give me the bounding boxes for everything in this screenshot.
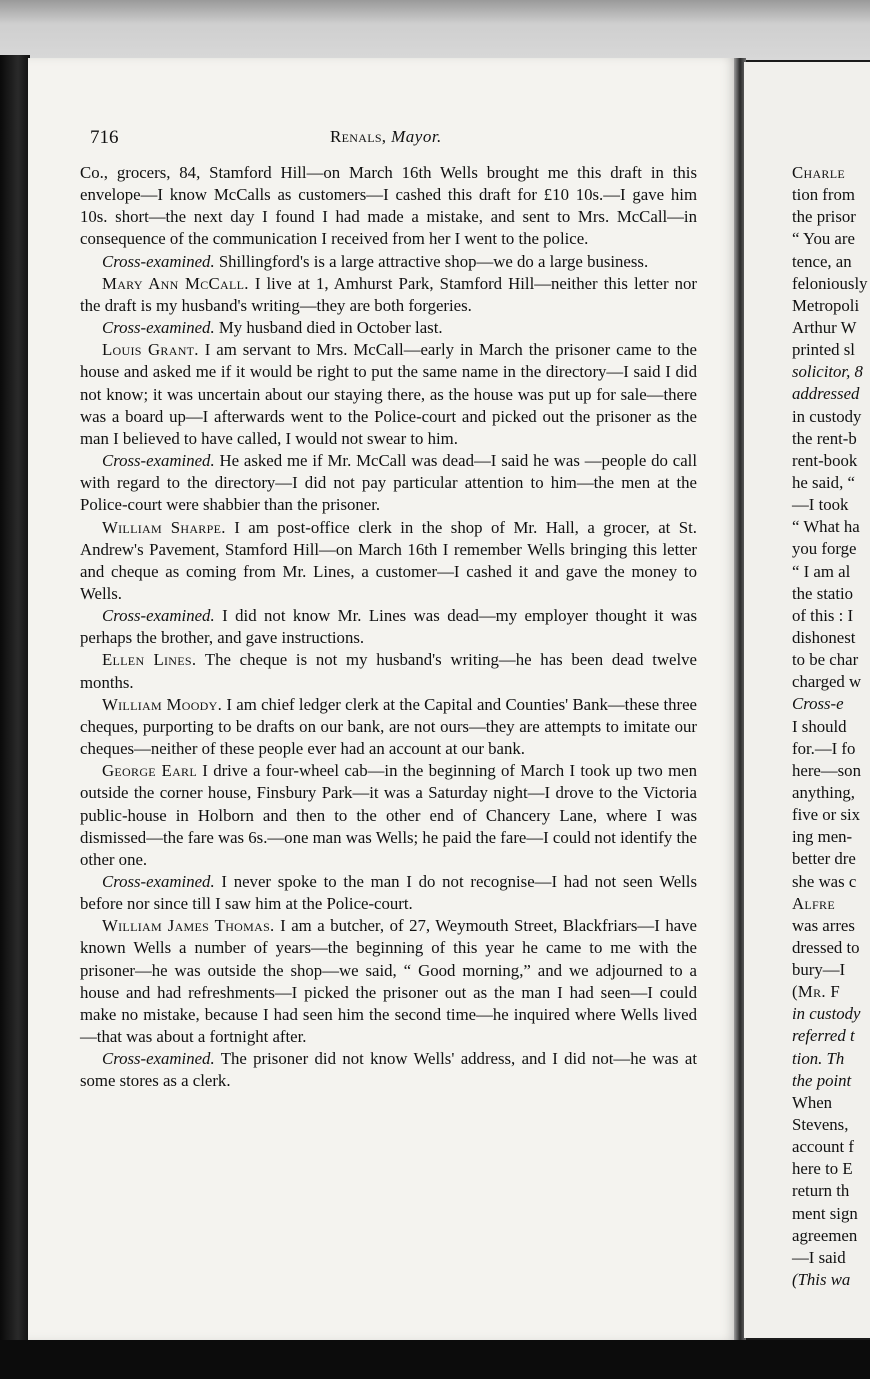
cross-examined-label: Cross-examined.	[102, 1049, 215, 1069]
witness-name: William Moody.	[102, 694, 223, 714]
testimony-paragraph	[80, 694, 697, 760]
right-page-line: “ What ha	[792, 517, 860, 537]
witness-name: Louis Grant.	[102, 340, 199, 360]
paragraph-text: I never spoke to the man I do not recognise—I had not seen Wells before nor since till I saw him at the Police-court.	[80, 872, 697, 914]
witness-name: Ellen Lines.	[102, 650, 197, 670]
right-page-fragments	[792, 162, 870, 1291]
paragraph-text: I live at 1, Amhurst Park, Stamford Hill—neither this letter nor the draft is my husband's writing—they are both forgeries.	[80, 273, 697, 315]
right-page-line: in custody	[792, 1004, 861, 1024]
paragraph-text: I am servant to Mrs. McCall—early in March the prisoner came to the house and asked me if it would be right to put the same name in the directory—I said I did not know; it was uncertain about our staying there, as the house was put up for sale—there was a board up—I afterwards went to the Police-court and picked out the prisoner as the man I believed to have called, I would not swear to him.	[80, 340, 698, 448]
right-page-line: (This wa	[792, 1270, 851, 1290]
right-page-line: the prisor	[792, 207, 856, 227]
right-page-line: agreemen	[792, 1225, 858, 1245]
paragraph-text: I am post-office clerk in the shop of Mr. Hall, a grocer, at St. Andrew's Pavement, Stamford Hill—on March 16th I remember Wells bringing this letter and cheque as coming from Mr. Lines, a customer—I cashed it and gave the money to Wells.	[80, 517, 697, 603]
testimony-paragraph	[80, 273, 697, 317]
testimony-paragraph	[80, 317, 697, 339]
right-page-line: charged w	[792, 672, 862, 692]
paragraph-text: My husband died in October last.	[214, 318, 443, 338]
cross-examined-label: Cross-examined.	[102, 451, 215, 471]
running-head	[90, 127, 710, 155]
right-page-line: five or six	[792, 805, 861, 825]
right-page-line: ing men-	[792, 827, 853, 847]
right-page-line: “ You are	[792, 229, 855, 249]
testimony-text	[80, 162, 697, 1093]
right-page-line: dishonest	[792, 627, 856, 647]
right-page-line: better dre	[792, 849, 856, 869]
right-page-line: “ I am al	[792, 561, 851, 581]
right-page-line: referred t	[792, 1026, 855, 1046]
paragraph-text: The prisoner did not know Wells' address, and I did not—he was at some stores as a clerk.	[80, 1049, 697, 1091]
scan-bottom-edge	[0, 1340, 870, 1379]
right-page-line: in custody	[792, 406, 862, 426]
right-page-line: the point	[792, 1070, 852, 1090]
right-page-line: Alfre	[792, 893, 835, 913]
cross-examined-label: Cross-examined.	[102, 318, 215, 338]
right-page-line: Metropoli	[792, 295, 860, 315]
right-page-line: ment sign	[792, 1203, 858, 1223]
paragraph-text: I drive a four-wheel cab—in the beginning of March I took up two men outside the corner house, Finsbury Park—it was a Saturday night—I drove to the Victoria public-house in Holborn and then to the other end of Chancery Lane, where I was dismissed—the fare was 6s.—one man was Wells; he paid the fare—I could not identify the other one.	[80, 761, 697, 869]
right-page-line: solicitor, 8	[792, 362, 863, 382]
right-page-line: tion. Th	[792, 1048, 845, 1068]
right-page-line: return th	[792, 1181, 850, 1201]
paragraph-text: Shillingford's is a large attractive shop—we do a large business.	[214, 251, 649, 271]
cross-examined-label: Cross-examined.	[102, 251, 215, 271]
witness-name: George Earl	[102, 761, 197, 781]
witness-name: William James Thomas.	[102, 916, 275, 936]
testimony-paragraph	[80, 915, 697, 1048]
cross-examined-label: Cross-examined.	[102, 606, 215, 626]
right-page-line: printed sl	[792, 340, 855, 360]
right-page-line: feloniously	[792, 273, 868, 293]
book-cover-edge	[0, 55, 30, 1345]
right-page-line: for.—I fo	[792, 738, 856, 758]
testimony-paragraph	[80, 251, 697, 273]
right-page-line: she was c	[792, 871, 857, 891]
right-page-line: was arres	[792, 915, 855, 935]
right-page-line: tion from	[792, 185, 855, 205]
right-page-line: account f	[792, 1137, 854, 1157]
testimony-paragraph	[80, 605, 697, 649]
right-page-line: tence, an	[792, 251, 852, 271]
right-page-line: to be char	[792, 650, 859, 670]
paragraph-text: I am a butcher, of 27, Weymouth Street, Blackfriars—I have known Wells a number of years—the beginning of this year he came to me with the prisoner—he was outside the shop—we said, “ Good morning,” and we adjourned to a house and had refreshments—I picked the prisoner out as the man I had seen—I could make no mistake, because I had seen him the second time—he inquired where Wells lived —that was about a fortnight after.	[80, 916, 698, 1047]
right-page-line: —I said	[792, 1247, 846, 1267]
right-page-line: the rent-b	[792, 428, 857, 448]
right-page-line: (Mr. F	[792, 982, 841, 1002]
right-page-line: bury—I	[792, 960, 846, 980]
witness-name: Mary Ann McCall.	[102, 273, 249, 293]
right-page-line: Charle	[792, 163, 845, 182]
running-title-name: Renals,	[330, 127, 387, 146]
page-number: 716	[90, 127, 119, 148]
right-page-line: Cross-e	[792, 694, 844, 714]
right-page-line: addressed	[792, 384, 860, 404]
paragraph-text: I am chief ledger clerk at the Capital and Counties' Bank—these three cheques, purporting to be drafts on our bank, are not ours—they are attempts to imitate our cheques—neither of these people ever had an account at our bank.	[80, 694, 697, 759]
testimony-paragraph	[80, 1048, 697, 1092]
right-page-line: dressed to	[792, 937, 860, 957]
witness-name: William Sharpe.	[102, 517, 226, 537]
right-page-line: Arthur W	[792, 317, 857, 337]
paragraph-text: He asked me if Mr. McCall was dead—I said he was —people do call with regard to the directory—I did not pay particular attention to him—the men at the Police-court were shabbier than the prisoner.	[80, 451, 697, 515]
right-page-line: —I took	[792, 495, 849, 515]
testimony-paragraph	[80, 760, 697, 871]
right-page-line: of this : I	[792, 605, 854, 625]
right-page-line: he said, “	[792, 472, 855, 492]
running-title	[330, 127, 442, 147]
right-page-line: I should	[792, 716, 847, 736]
testimony-paragraph	[80, 871, 697, 915]
testimony-paragraph	[80, 162, 697, 251]
cross-examined-label: Cross-examined.	[102, 872, 215, 891]
testimony-paragraph	[80, 450, 697, 516]
right-page-line: rent-book	[792, 450, 858, 470]
right-page-line: you forge	[792, 539, 857, 559]
right-page-line: Stevens,	[792, 1115, 849, 1135]
paragraph-text: The cheque is not my husband's writing—he has been dead twelve months.	[80, 650, 697, 692]
testimony-paragraph	[80, 649, 697, 693]
paragraph-text: I did not know Mr. Lines was dead—my employer thought it was perhaps the brother, and gave instructions.	[80, 606, 697, 648]
right-page-line: anything,	[792, 782, 855, 802]
right-page-line: the statio	[792, 583, 854, 603]
testimony-paragraph	[80, 517, 697, 606]
right-page-line: When	[792, 1092, 833, 1112]
testimony-paragraph	[80, 339, 697, 450]
right-page-line: here—son	[792, 760, 861, 780]
right-page-line: here to E	[792, 1159, 853, 1179]
scan-top-margin	[0, 0, 870, 60]
running-title-role: Mayor.	[391, 127, 442, 146]
paragraph-text: Co., grocers, 84, Stamford Hill—on March 16th Wells brought me this draft in this envelope—I know McCalls as customers—I cashed this draft for £10 10s.—I gave him 10s. short—the next day I found I had made a mistake, and sent to Mrs. McCall—in consequence of the communication I received from her I went to the police.	[80, 163, 697, 249]
